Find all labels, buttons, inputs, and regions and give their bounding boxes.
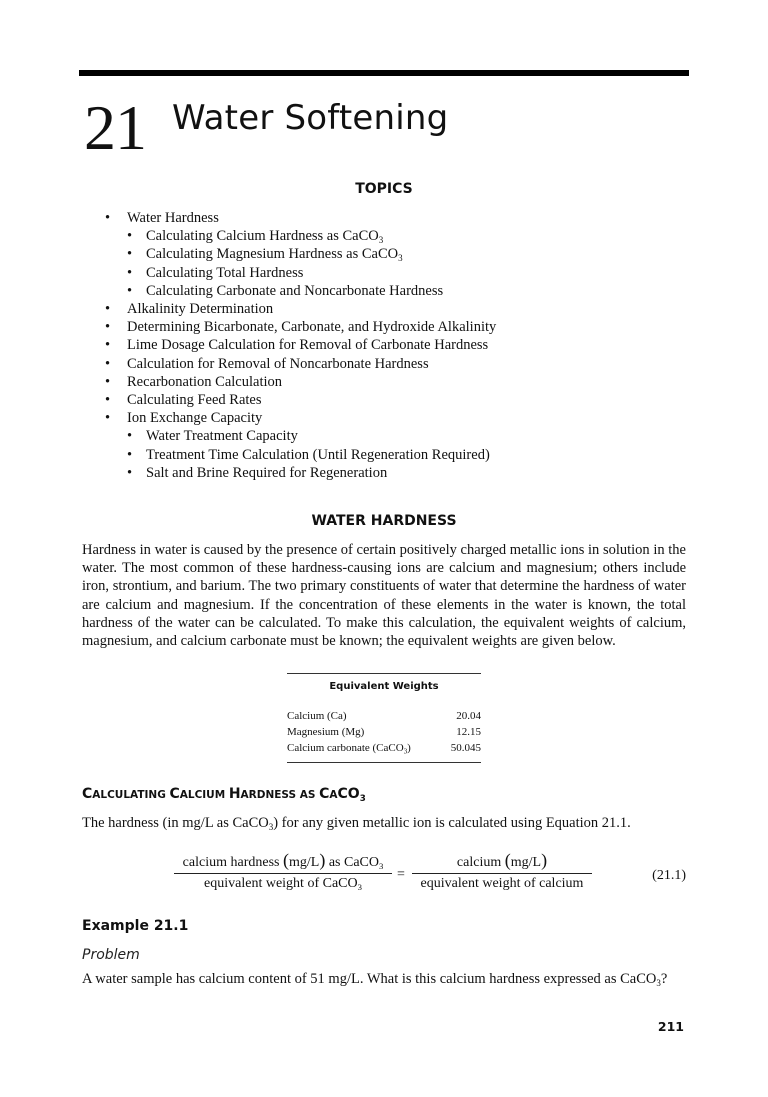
table-cell-name: Calcium carbonate (CaCO$_3$) <box>287 742 411 756</box>
topic-subitem: • Calculating Total Hardness <box>105 264 496 282</box>
table-cell-value: 12.15 <box>456 726 481 738</box>
table-cell-name: Magnesium (Mg) <box>287 726 365 738</box>
table-cell-value: 50.045 <box>450 742 481 754</box>
table-cell-name: Calcium (Ca) <box>287 710 347 722</box>
water-hardness-paragraph: Hardness in water is caused by the presence of certain positively charged metallic ions in solution in the water. The most common of these hardness-causing ions are calcium and magnesium; others include iron, strontium, and barium. The two primary constituents of water that determine the hardness of water are calcium and magnesium. If the concentration of these elements in the water is known, the total hardness of the water can be calculated. To make this calculation, the equivalent weights of calcium, magnesium, and calcium carbonate must be known; the equivalent weights are given below. <box>82 542 686 650</box>
topics-heading: TOPICS <box>355 181 413 197</box>
section-intro-text: The hardness (in mg/L as CaCO$_3$) for any given metallic ion is calculated using Equation 21.1. <box>82 815 631 833</box>
equation-rhs-fraction <box>412 850 592 892</box>
topic-item: • Calculating Feed Rates <box>105 391 496 409</box>
equation-lhs-numerator: calcium hardness (mg/L) as CaCO$_3$ <box>174 853 392 874</box>
equation-rhs-numerator: calcium (mg/L) <box>412 853 592 874</box>
topic-item: • Determining Bicarbonate, Carbonate, and Hydroxide Alkalinity <box>105 318 496 336</box>
chapter-top-rule <box>79 70 689 76</box>
topic-item: • Ion Exchange Capacity <box>105 409 496 427</box>
topic-subitem: • Water Treatment Capacity <box>105 427 496 445</box>
equals-sign: = <box>397 867 405 882</box>
table-row <box>287 724 481 740</box>
equivalent-weights-table <box>287 673 481 763</box>
example-heading: Example 21.1 <box>82 918 189 934</box>
water-hardness-heading: WATER HARDNESS <box>311 513 457 529</box>
page-number: 211 <box>657 1019 684 1034</box>
section-heading-calcium-hardness: CALCULATING CALCIUM HARDNESS AS $CACO_3$ <box>82 786 366 805</box>
equation-lhs-denominator: equivalent weight of CaCO$_3$ <box>204 876 362 893</box>
topic-item: • Alkalinity Determination <box>105 300 496 318</box>
chapter-number: 21 <box>84 92 146 163</box>
equation-number: (21.1) <box>652 868 686 883</box>
equation-lhs-fraction <box>174 850 392 893</box>
topic-item: • Water Hardness <box>105 209 496 227</box>
topic-subitem: • Salt and Brine Required for Regeneration <box>105 464 496 482</box>
table-row <box>287 740 481 756</box>
table-cell-value: 20.04 <box>456 710 481 722</box>
problem-question: A water sample has calcium content of 51 mg/L. What is this calcium hardness expressed as CaCO$_3$? <box>82 971 668 989</box>
topic-item: • Calculation for Removal of Noncarbonate Hardness <box>105 355 496 373</box>
topic-item: • Lime Dosage Calculation for Removal of Carbonate Hardness <box>105 336 496 354</box>
table-row <box>287 708 481 724</box>
topic-item: • Recarbonation Calculation <box>105 373 496 391</box>
topic-subitem: • Calculating Magnesium Hardness as CaCO$_3$ <box>105 245 496 263</box>
problem-label: Problem <box>82 947 140 963</box>
equation-21-1 <box>174 850 686 901</box>
equivalent-weights-title: Equivalent Weights <box>329 681 439 692</box>
equation-rhs-denominator: equivalent weight of calcium <box>420 876 584 891</box>
topics-list <box>105 209 496 482</box>
topic-subitem: • Calculating Calcium Hardness as CaCO$_3$ <box>105 227 496 245</box>
topic-subitem: • Treatment Time Calculation (Until Regeneration Required) <box>105 446 496 464</box>
topic-subitem: • Calculating Carbonate and Noncarbonate Hardness <box>105 282 496 300</box>
chapter-title: Water Softening <box>172 98 449 138</box>
chapter-header <box>84 92 448 164</box>
